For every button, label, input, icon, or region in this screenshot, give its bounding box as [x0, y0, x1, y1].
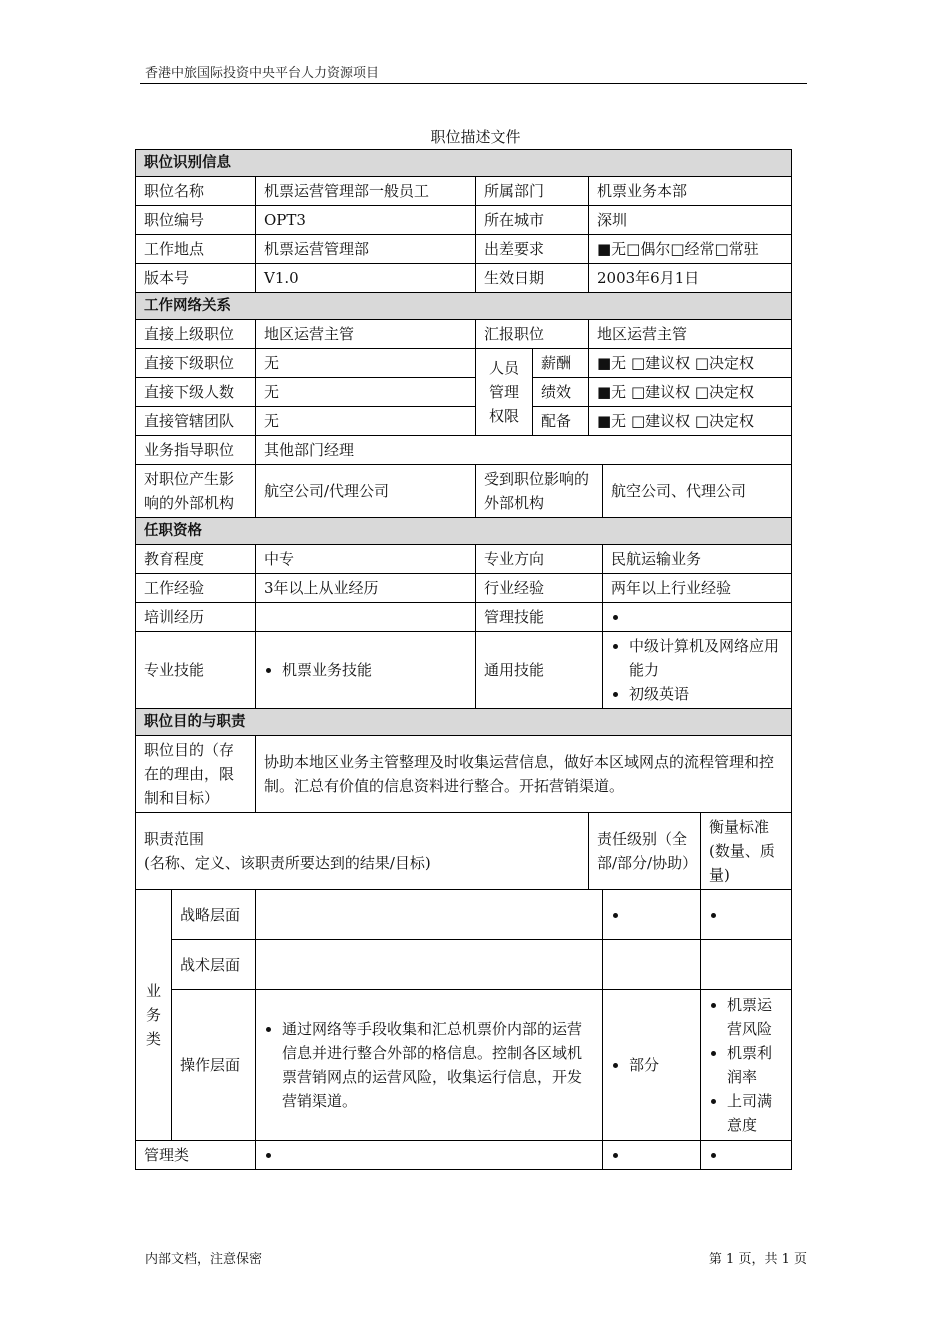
footer-confidential: 内部文档，注意保密 [145, 1252, 263, 1267]
value-position-purpose: 协助本地区业务主管整理及时收集运营信息，做好本区域网点的流程管理和控制。汇总有价值的信息资料进行整合。开拓营销渠道。 [256, 736, 792, 813]
hr-authority-line3: 权限 [488, 407, 519, 425]
label-position-name: 职位名称 [136, 177, 256, 206]
label-management-category: 管理类 [136, 1141, 256, 1170]
hr-authority-line1: 人员 [488, 359, 519, 377]
label-operation-level: 操作层面 [172, 990, 256, 1141]
label-effective-date: 生效日期 [476, 264, 589, 293]
value-influencing-external: 航空公司/代理公司 [256, 465, 476, 518]
value-strategy-level [603, 890, 701, 940]
label-performance: 绩效 [533, 378, 589, 407]
operation-measure-item: • 机票运营风险 [727, 993, 783, 1041]
value-industry-experience: 两年以上行业经验 [603, 574, 792, 603]
section-title-qualification: 任职资格 [136, 518, 792, 545]
operation-measure-item: • 机票利润率 [727, 1041, 783, 1089]
value-report-to: 地区运营主管 [589, 320, 792, 349]
bullet [282, 1143, 594, 1167]
label-salary: 薪酬 [533, 349, 589, 378]
header-responsibility-level: 责任级别（全部/部分/协助） [589, 813, 701, 890]
label-strategy-level: 战略层面 [172, 890, 256, 940]
value-work-experience: 3年以上从业经历 [256, 574, 476, 603]
value-education: 中专 [256, 545, 476, 574]
value-work-place: 机票运营管理部 [256, 235, 476, 264]
operation-level-item: • 部分 [629, 1053, 692, 1077]
value-operation-level [603, 990, 701, 1141]
value-department: 机票业务本部 [589, 177, 792, 206]
value-direct-superior: 地区运营主管 [256, 320, 476, 349]
value-management-skill [603, 603, 792, 632]
duty-scope-title: 职责范围 [144, 830, 205, 848]
label-industry-experience: 行业经验 [476, 574, 603, 603]
job-description-table [135, 149, 792, 1170]
header-measurement: 衡量标准(数量、质量) [701, 813, 792, 890]
value-training [256, 603, 476, 632]
label-city: 所在城市 [476, 206, 589, 235]
label-direct-subordinate: 直接下级职位 [136, 349, 256, 378]
value-operation-measure [701, 990, 792, 1141]
section-title-purpose: 职位目的与职责 [136, 709, 792, 736]
label-hr-authority [476, 349, 533, 436]
label-position-purpose: 职位目的（存在的理由，限制和目标） [136, 736, 256, 813]
general-skill-item: • 中级计算机及网络应用能力 [629, 634, 783, 682]
value-management-duty [256, 1141, 603, 1170]
label-general-skill: 通用技能 [476, 632, 603, 709]
label-travel: 出差要求 [476, 235, 589, 264]
label-training: 培训经历 [136, 603, 256, 632]
management-skill-bullet [629, 605, 783, 629]
value-strategy-measure [701, 890, 792, 940]
value-city: 深圳 [589, 206, 792, 235]
operation-duty-item: • 通过网络等手段收集和汇总机票价内部的运营信息并进行整合外部的格信息。控制各区域机票营销网点的运营风险，收集运行信息，开发营销渠道。 [282, 1017, 594, 1113]
hr-authority-line2: 管理 [488, 383, 519, 401]
value-professional-skill [256, 632, 476, 709]
value-position-name: 机票运营管理部一般员工 [256, 177, 476, 206]
value-travel: ■无□偶尔□经常□常驻 [589, 235, 792, 264]
label-major: 专业方向 [476, 545, 603, 574]
header-rule [140, 83, 807, 84]
label-direct-team: 直接管辖团队 [136, 407, 256, 436]
label-management-skill: 管理技能 [476, 603, 603, 632]
header-duty-scope [136, 813, 589, 890]
value-business-guidance: 其他部门经理 [256, 436, 792, 465]
label-tactic-level: 战术层面 [172, 940, 256, 990]
value-major: 民航运输业务 [603, 545, 792, 574]
label-business-guidance: 业务指导职位 [136, 436, 256, 465]
value-subordinate-count: 无 [256, 378, 476, 407]
value-direct-subordinate: 无 [256, 349, 476, 378]
document-title: 职位描述文件 [430, 128, 521, 146]
value-version: V1.0 [256, 264, 476, 293]
value-management-level [603, 1141, 701, 1170]
value-general-skill [603, 632, 792, 709]
section-title-identification: 职位识别信息 [136, 150, 792, 177]
header-project-title: 香港中旅国际投资中央平台人力资源项目 [145, 66, 380, 81]
professional-skill-item: • 机票业务技能 [282, 658, 467, 682]
label-position-code: 职位编号 [136, 206, 256, 235]
value-tactic-duty [256, 940, 603, 990]
label-report-to: 汇报职位 [476, 320, 589, 349]
bullet [727, 1143, 783, 1167]
label-subordinate-count: 直接下级人数 [136, 378, 256, 407]
bullet [629, 1143, 692, 1167]
general-skill-item: • 初级英语 [629, 682, 783, 706]
bullet [629, 903, 692, 927]
label-influencing-external: 对职位产生影响的外部机构 [136, 465, 256, 518]
value-affected-external: 航空公司、代理公司 [603, 465, 792, 518]
value-staffing: ■无 □建议权 □决定权 [589, 407, 792, 436]
label-education: 教育程度 [136, 545, 256, 574]
label-staffing: 配备 [533, 407, 589, 436]
label-direct-superior: 直接上级职位 [136, 320, 256, 349]
value-operation-duty [256, 990, 603, 1141]
value-performance: ■无 □建议权 □决定权 [589, 378, 792, 407]
operation-measure-item: • 上司满意度 [727, 1089, 783, 1137]
value-salary: ■无 □建议权 □决定权 [589, 349, 792, 378]
value-direct-team: 无 [256, 407, 476, 436]
label-business-category: 业务类 [136, 890, 172, 1141]
value-position-code: OPT3 [256, 206, 476, 235]
value-effective-date: 2003年6月1日 [589, 264, 792, 293]
section-title-network: 工作网络关系 [136, 293, 792, 320]
value-strategy-duty [256, 890, 603, 940]
label-work-experience: 工作经验 [136, 574, 256, 603]
label-professional-skill: 专业技能 [136, 632, 256, 709]
value-tactic-measure [701, 940, 792, 990]
label-affected-external: 受到职位影响的外部机构 [476, 465, 603, 518]
label-version: 版本号 [136, 264, 256, 293]
value-management-measure [701, 1141, 792, 1170]
duty-scope-subtitle: (名称、定义、该职责所要达到的结果/目标) [144, 854, 431, 872]
footer-page-number: 第 1 页，共 1 页 [708, 1252, 807, 1267]
value-tactic-level [603, 940, 701, 990]
bullet [727, 903, 783, 927]
label-work-place: 工作地点 [136, 235, 256, 264]
label-department: 所属部门 [476, 177, 589, 206]
